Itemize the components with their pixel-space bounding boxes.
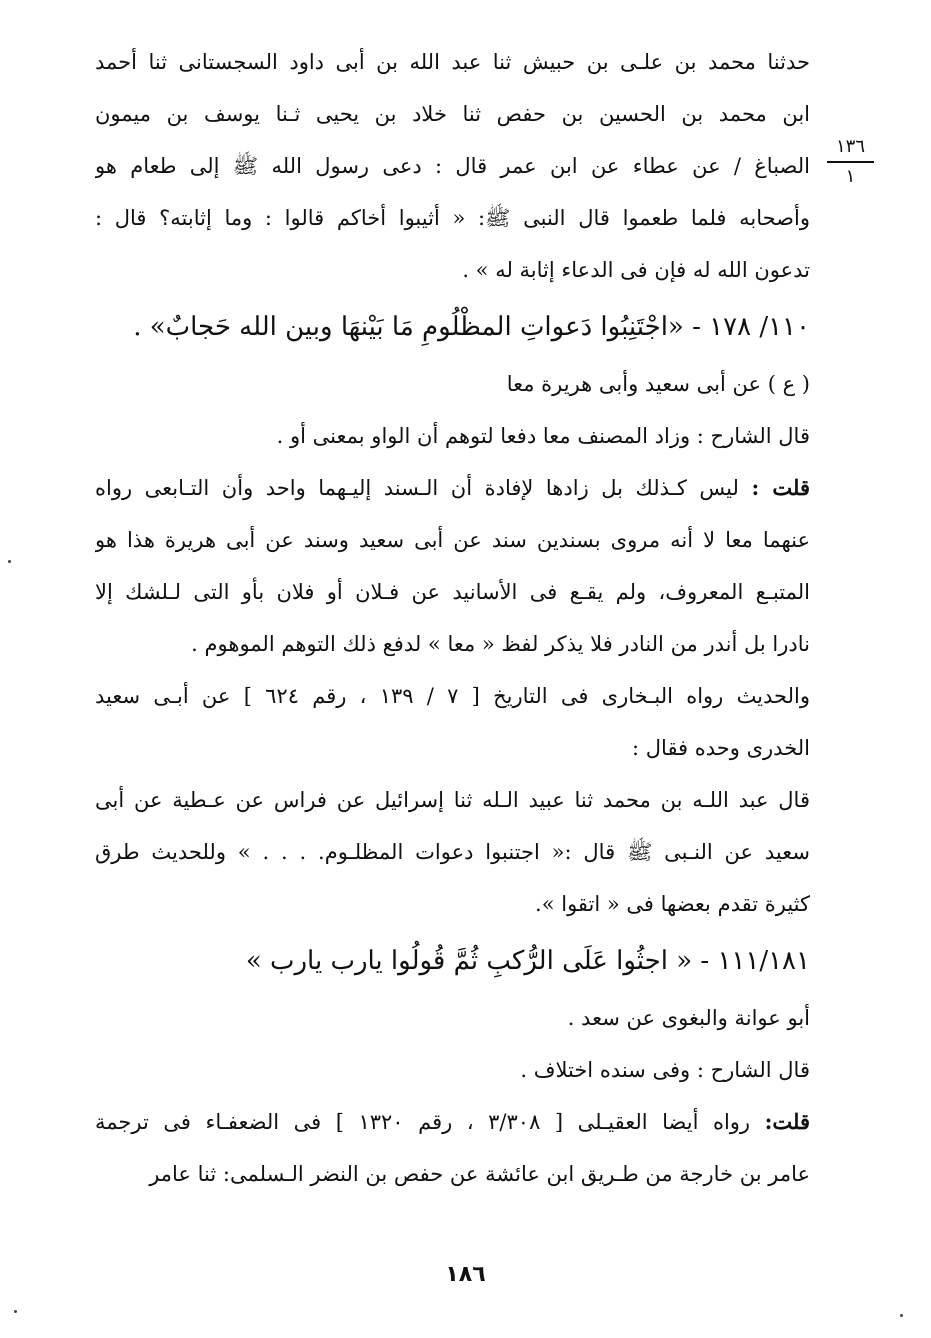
margin-reference	[823, 135, 878, 189]
text-line: ابن محمد بن الحسين بن حفص ثنا خلاد بن يحيى ثـنا يوسف بن ميمون	[95, 102, 810, 126]
qultu-label: قلت :	[751, 475, 810, 500]
scan-speck	[8, 560, 11, 563]
margin-reference-divider	[827, 161, 874, 163]
text-line: عامر بن خارجة من طـريق ابن عائشة عن حفص بن النضر الـسلمى: ثنا عامر	[149, 1162, 810, 1186]
text-line: نادرا بل أندر من النادر فلا يذكر لفظ « معا » لدفع ذلك التوهم الموهوم .	[191, 632, 810, 656]
margin-reference-bottom: ١	[845, 166, 856, 187]
commentator-note: قال الشارح : وزاد المصنف معا دفعا لتوهم أن الواو بمعنى أو .	[276, 424, 810, 448]
text-line: حدثنا محمد بن علـى بن حبيش ثنا عبد الله بن أبى داود السجستانى ثنا أحمد	[95, 50, 810, 74]
commentator-note: قال الشارح : وفى سنده اختلاف .	[520, 1058, 810, 1082]
text-segment: رواه أيضا العقيـلى [ ٣/٣٠٨ ، رقم ١٣٢٠ ] فى الضعفـاء فى ترجمة	[95, 1110, 765, 1134]
text-line: والحديث رواه البـخارى فى التاريخ [ ٧ / ١٣٩ ، رقم ٦٢٤ ] عن أبـى سعيد	[95, 684, 810, 708]
qultu-label: قلت:	[764, 1109, 810, 1134]
text-line	[95, 462, 810, 514]
text-line: عنهما معا لا أنه مروى بسندين سند عن أبى سعيد وسند عن أبى هريرة هذا هو	[95, 528, 810, 552]
scan-speck	[14, 1310, 17, 1313]
text-line: المتبـع المعروف، ولم يقـع فى الأسانيد عن فـلان أو فلان بأو التى لـلشك إلا	[95, 580, 810, 604]
scan-speck	[900, 1314, 903, 1317]
text-line: وأصحابه فلما طعموا قال النبى ﷺ: « أثيبوا أخاكم قالوا : وما إثابته؟ قال :	[95, 206, 810, 230]
text-line: الخدرى وحده فقال :	[632, 736, 810, 760]
text-line: الصباغ / عن عطاء عن ابن عمر قال : دعى رسول الله ﷺ إلى طعام هو	[95, 154, 810, 178]
margin-reference-top: ١٣٦	[835, 136, 865, 157]
hadith-heading-110: ١١٠/ ١٧٨ - «اجْتَنِبُوا دَعواتِ المظْلُومِ مَا بَيْنهَا وبين الله حَجابٌ» .	[133, 312, 810, 342]
page-number: ١٨٦	[445, 1262, 486, 1287]
text-line: سعيد عن النـبى ﷺ قال :« اجتنبوا دعوات المظلـوم. . . . » وللحديث طرق	[95, 840, 810, 864]
text-segment: ليس كـذلك بل زادها لإفادة أن الـسند إليـهما واحد وأن التـابعى رواه	[95, 476, 752, 500]
text-line: تدعون الله له فإن فى الدعاء إثابة له » .	[462, 258, 810, 282]
hadith-source: أبو عوانة والبغوى عن سعد .	[567, 1006, 810, 1030]
page-body	[95, 36, 810, 1200]
text-line	[95, 1096, 810, 1148]
text-line: كثيرة تقدم بعضها فى « اتقوا ».	[535, 892, 810, 916]
text-line: قال عبد اللـه بن محمد ثنا عبيد الـله ثنا إسرائيل عن فراس عن عـطية عن أبى	[95, 788, 810, 812]
hadith-source: ( ع ) عن أبى سعيد وأبى هريرة معا	[506, 372, 810, 396]
hadith-heading-111: ١١١/١٨١ - « اجثُوا عَلَى الرُّكبِ ثُمَّ قُولُوا يارب يارب »	[245, 946, 810, 976]
